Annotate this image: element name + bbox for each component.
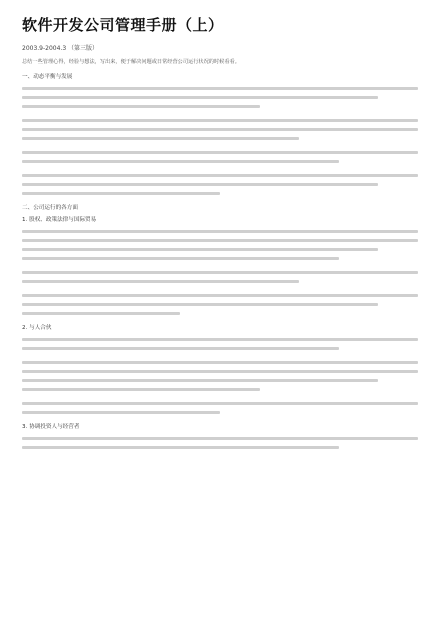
text-block <box>22 227 418 263</box>
text-block <box>22 399 418 417</box>
text-block <box>22 84 418 111</box>
section-heading-2: 二、公司运行的各方面 <box>22 205 78 211</box>
subsection-heading-2: 2. 与人合伙 <box>22 325 52 331</box>
text-block <box>22 171 418 198</box>
text-block <box>22 116 418 143</box>
text-block <box>22 335 418 353</box>
document-meta: 2003.9-2004.3 （第三版） <box>22 45 99 52</box>
text-block <box>22 291 418 318</box>
subsection-heading-3: 3. 协调投资人与经营者 <box>22 424 80 430</box>
page-title: 软件开发公司管理手册（上） <box>22 16 224 34</box>
intro-paragraph: 总结一些管理心得，经验与想法，写出来，便于解决问题或日常经营公司运行状况的时候看看。 <box>22 59 240 65</box>
text-block <box>22 268 418 286</box>
text-block <box>22 434 418 452</box>
section-heading-1: 一、动态平衡与发展 <box>22 74 73 80</box>
subsection-heading-1: 1. 股权、政策法律与国际贸易 <box>22 217 97 223</box>
text-block <box>22 148 418 166</box>
text-block <box>22 358 418 394</box>
